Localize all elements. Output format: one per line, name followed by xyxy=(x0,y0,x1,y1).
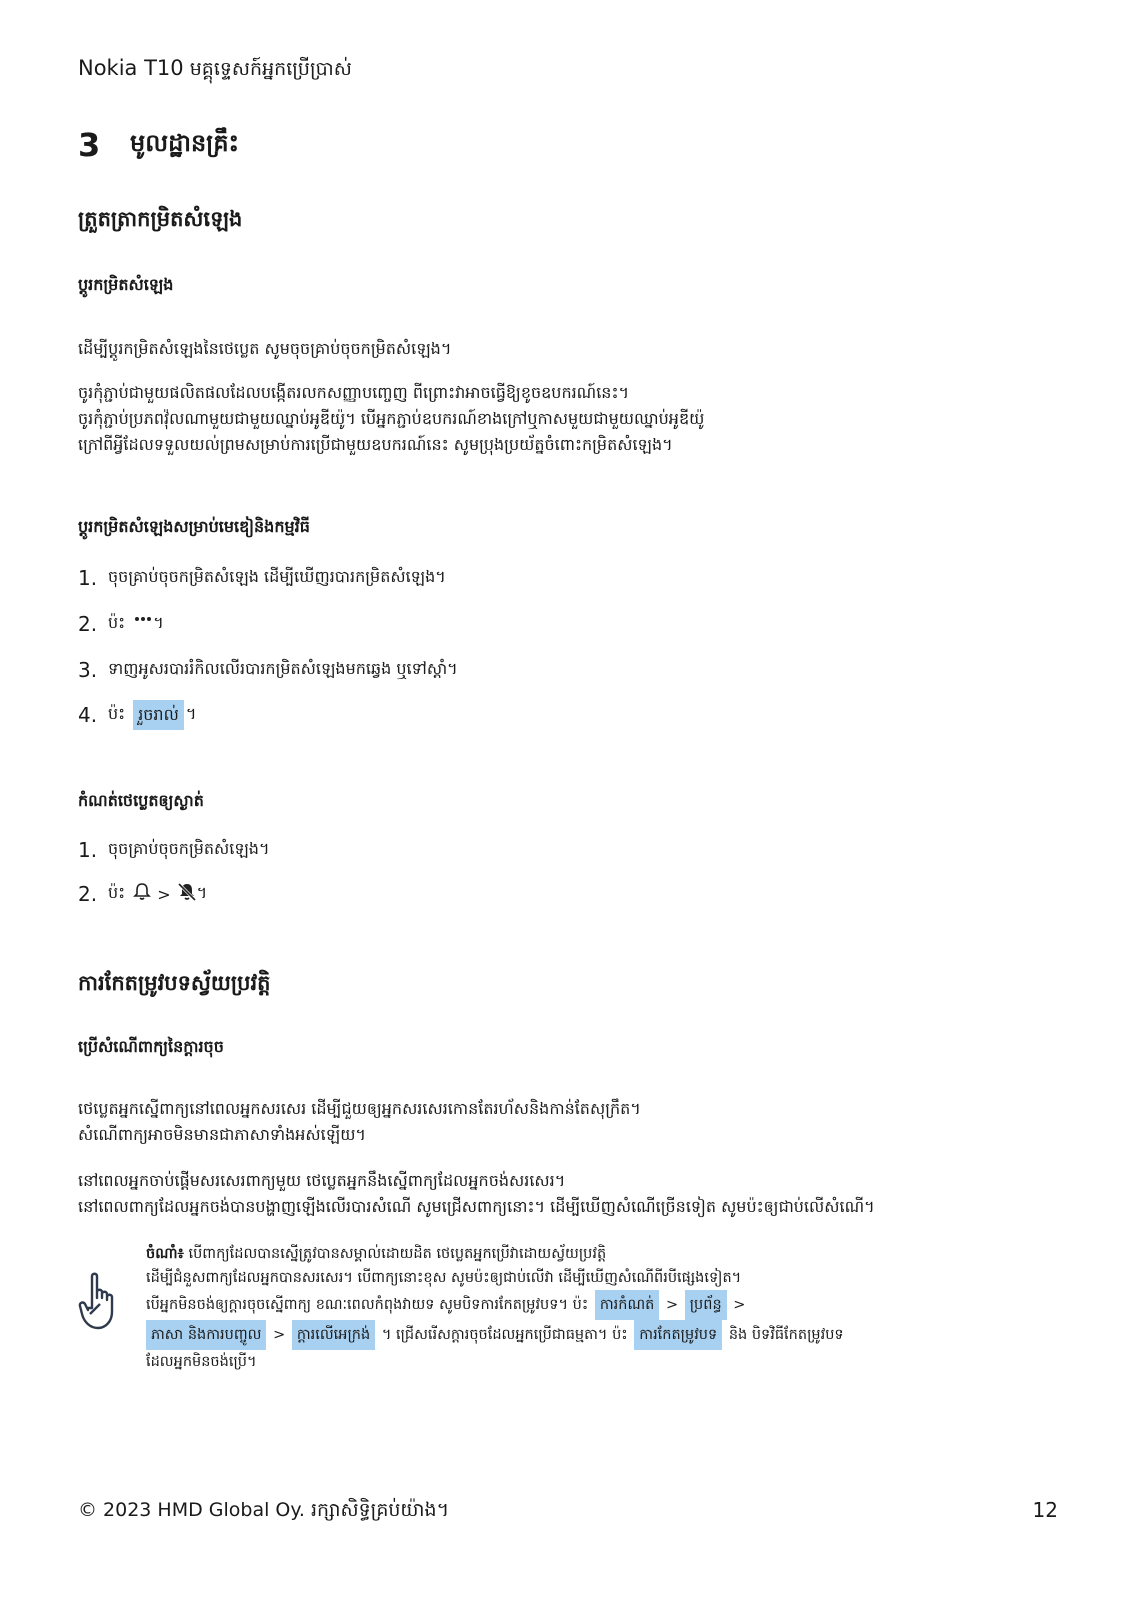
chapter-heading xyxy=(78,126,239,164)
warning-line: ចូរកុំភ្ជាប់ប្រភពវ៉ុលណាមួយជាមួយឈ្នាប់អូឌីយ៉ូ។ បើអ្នកភ្ជាប់ឧបករណ៍ខាងក្រៅឬកាសមួយជាមួយឈ្នាប់អូឌីយ៉ូ xyxy=(78,409,705,428)
more-dots-icon xyxy=(133,612,153,636)
page-footer xyxy=(78,1498,1058,1526)
step-item xyxy=(78,612,164,636)
step-item xyxy=(78,658,458,682)
paragraph-line: ថេប្លេតអ្នកស្នើពាក្យនៅពេលអ្នកសរសេរ ដើម្បីជួយឲ្យអ្នកសរសេរកោនតែរហ័សនិងកាន់តែសុក្រឹត។ xyxy=(78,1099,641,1118)
step-item xyxy=(78,838,269,862)
autocorrect-menu-label: ការកែតម្រូវបទ xyxy=(634,1320,722,1350)
paragraph-volume-warning xyxy=(78,380,1058,458)
settings-menu-label: ការកំណត់ xyxy=(595,1290,660,1320)
step-text: ចុចគ្រាប់ចុចកម្រិតសំឡេង ដើម្បីឃើញរបារកម្រិតសំឡេង។ xyxy=(108,567,446,586)
note-line: ដែលអ្នកមិនចង់ប្រើ។ xyxy=(146,1354,257,1370)
chapter-title: មូលដ្ឋានគ្រឹះ xyxy=(130,128,240,157)
subsection-title-media-volume: ប្តូរកម្រិតសំឡេងសម្រាប់មេឌៀនិងកម្មវិធី xyxy=(78,517,310,536)
step-text: ប៉ះ xyxy=(108,704,126,723)
subsection-title-silent: កំណត់ថេប្លេតឲ្យស្ងាត់ xyxy=(78,791,204,810)
paragraph-line: សំណើពាក្យអាចមិនមានជាភាសាទាំងអស់ឡើយ។ xyxy=(78,1125,366,1144)
section-title-volume: ត្រួតត្រាកម្រិតសំឡេង xyxy=(78,207,243,231)
step-suffix: ។ xyxy=(196,883,208,902)
note-line: ។ ជ្រើសរើសក្ដារចុចដែលអ្នកប្រើជាធម្មតា។ ប៉ះ xyxy=(381,1327,628,1343)
page-header xyxy=(78,56,352,85)
step-separator: > xyxy=(157,884,171,904)
note-text xyxy=(146,1242,1046,1374)
note-label: ចំណាំ៖ xyxy=(146,1246,184,1262)
bell-icon xyxy=(133,882,151,906)
note-line: ដើម្បីជំនួសពាក្យដែលអ្នកបានសរសេរ។ បើពាក្យនោះខុស សូមប៉ះឲ្យជាប់លើវា ដើម្បីឃើញសំណើពីរបីផ្សេងទៀត។ xyxy=(146,1270,742,1286)
step-number: 1. xyxy=(78,566,98,590)
warning-line: ក្រៅពីអ្វីដែលទទួលយល់ព្រមសម្រាប់ការប្រើជាមួយឧបករណ៍នេះ សូមប្រុងប្រយ័ត្នចំពោះកម្រិតសំឡេង។ xyxy=(78,435,673,454)
step-text: ប៉ះ xyxy=(108,883,126,902)
step-text: ប៉ះ xyxy=(108,613,126,632)
page-number: 12 xyxy=(1032,1498,1058,1522)
step-text: ទាញអូសរបាររំកិលលើរបារកម្រិតសំឡេងមកឆ្វេង ឬទៅស្តាំ។ xyxy=(108,659,458,678)
step-number: 3. xyxy=(78,658,98,682)
bell-off-icon xyxy=(177,882,197,906)
step-item xyxy=(78,700,196,730)
copyright-text: © 2023 HMD Global Oy. រក្សាសិទ្ធិគ្រប់យ៉ាង។ xyxy=(78,1499,450,1521)
subsection-title-word-suggestions: ប្រើសំណើពាក្យនៃក្ដារចុច xyxy=(78,1037,224,1056)
paragraph-line: នៅពេលពាក្យដែលអ្នកចង់បានបង្ហាញឡើងលើរបារសំណើ សូមជ្រើសពាក្យនោះ។ ដើម្បីឃើញសំណើច្រើនទៀត សូមប៉ះឲ្យជាប់លើសំណើ។ xyxy=(78,1197,875,1216)
step-text: ចុចគ្រាប់ចុចកម្រិតសំឡេង។ xyxy=(108,839,270,858)
path-separator: > xyxy=(665,1297,679,1313)
header-subtitle: មគ្គុទ្ទេសក៍អ្នកប្រើប្រាស់ xyxy=(189,58,352,80)
system-menu-label: ប្រព័ន្ធ xyxy=(685,1290,727,1320)
step-number: 2. xyxy=(78,612,98,636)
note-line: បើអ្នកមិនចង់ឲ្យក្ដារចុចស្នើពាក្យ ខណៈពេលកំពុងវាយទ សូមបិទការកែតម្រូវបទ។ ប៉ះ xyxy=(146,1297,589,1313)
done-button-label: រួចរាល់ xyxy=(133,700,184,730)
note-line: បើពាក្យដែលបានស្នើត្រូវបានសម្គាល់ដោយដិត ថេប្លេតអ្នកប្រើវាដោយស្វ័យប្រវត្តិ xyxy=(183,1246,607,1262)
onscreen-keyboard-menu-label: ក្ដារលើអេក្រង់ xyxy=(292,1320,375,1350)
path-separator: > xyxy=(733,1297,746,1313)
step-number: 2. xyxy=(78,882,98,906)
note-line: និង បិទវិធីកែតម្រូវបទ xyxy=(728,1327,844,1343)
step-suffix: ។ xyxy=(185,704,197,723)
step-number: 4. xyxy=(78,703,98,727)
header-brand: Nokia T10 xyxy=(78,56,184,80)
subsection-title-change-volume: ប្តូរកម្រិតសំឡេង xyxy=(78,275,174,294)
path-separator: > xyxy=(273,1327,286,1343)
step-number: 1. xyxy=(78,838,98,862)
step-suffix: ។ xyxy=(153,613,164,632)
hand-pointer-icon xyxy=(78,1272,126,1332)
paragraph-suggestions-usage xyxy=(78,1168,1058,1220)
chapter-number: 3 xyxy=(78,126,101,164)
paragraph-volume-keys: ដើម្បីប្ដូរកម្រិតសំឡេងនៃថេប្លេត សូមចុចគ្រាប់ចុចកម្រិតសំឡេង។ xyxy=(78,339,452,358)
paragraph-suggestions-intro xyxy=(78,1096,1058,1148)
section-title-autocorrect: ការកែតម្រូវបទស្វ័យប្រវត្តិ xyxy=(78,971,271,995)
warning-line: ចូរកុំភ្ជាប់ជាមួយផលិតផលដែលបង្កើតរលកសញ្ញាបញ្ចេញ ពីព្រោះវាអាចធ្វើឱ្យខូចឧបករណ៍នេះ។ xyxy=(78,383,630,402)
step-item xyxy=(78,882,207,906)
step-item xyxy=(78,566,446,590)
paragraph-line: នៅពេលអ្នកចាប់ផ្ដើមសរសេរពាក្យមួយ ថេប្លេតអ្នកនឹងស្នើពាក្យដែលអ្នកចង់សរសេរ។ xyxy=(78,1171,566,1190)
languages-input-menu-label: ភាសា និងការបញ្ចូល xyxy=(146,1320,266,1350)
